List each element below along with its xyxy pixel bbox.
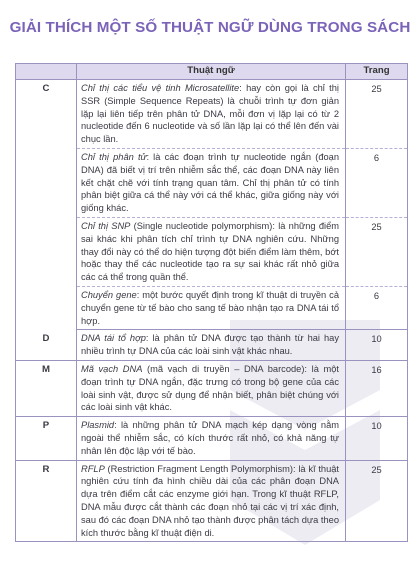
- term-definition: [77, 286, 346, 329]
- term-description: : là những phân tử DNA mạch kép dạng vòng nằm ngoài thể nhiễm sắc, có kích thước rất nhỏ, có khả năng tự nhân lên độc lập với tế bào.: [81, 420, 339, 456]
- group-letter: R: [16, 460, 77, 542]
- table-row: [16, 360, 408, 416]
- group-letter: P: [16, 417, 77, 460]
- term-name: Chỉ thị các tiểu vệ tinh Microsatellite: [81, 83, 240, 93]
- group-letter: D: [16, 330, 77, 361]
- term-description: : một bước quyết định trong kĩ thuật di truyền cả chuyển gene từ tế bào cho sang tế bào nhận tạo ra DNA tái tổ hợp.: [81, 289, 339, 326]
- table-header-row: [16, 64, 408, 80]
- table-row: [16, 330, 408, 361]
- term-definition: [77, 148, 346, 217]
- table-row: [16, 460, 408, 542]
- term-description: (Restriction Fragment Length Polymorphism): là kĩ thuật nghiên cứu tính đa hình chiều dài của các phân đoạn DNA dựa trên điểm cắt các enzyme giới hạn. Trong kĩ thuật RFLP, DNA mẫu được cắt thành các đoạn nhỏ tại các vị trí xác định, sau đó các đoạn DNA nhỏ tạo thành được phân tách dựa theo kích thước bằng kĩ thuật điện di.: [81, 463, 339, 538]
- table-row: [16, 417, 408, 460]
- term-description: : là các đoạn trình tự nucleotide ngắn (đoạn DNA) đã biết vị trí trên nhiễm sắc thể, các đoạn DNA này liên kết chặt chẽ với tính trạng quan tâm. Chỉ thị phân tử có tính phân biệt giữa cá thể này với cá thể khác, giữa giống này với giống khác.: [81, 151, 339, 214]
- group-letter: C: [16, 80, 77, 330]
- header-page: Trang: [346, 64, 408, 80]
- glossary-body: [16, 80, 408, 542]
- table-row: [16, 80, 408, 149]
- term-definition: [77, 417, 346, 460]
- glossary-table: [15, 63, 408, 542]
- term-name: Chỉ thị SNP: [81, 220, 131, 231]
- term-name: Mã vạch DNA: [81, 363, 143, 374]
- term-definition: [77, 360, 346, 416]
- page-number: 6: [346, 148, 408, 217]
- term-name: Plasmid: [81, 420, 115, 431]
- term-name: Chuyển gene: [81, 289, 137, 300]
- term-definition: [77, 80, 346, 149]
- page-number: 10: [346, 417, 408, 460]
- term-description: : hay còn gọi là chỉ thị SSR (Simple Sequence Repeats) là chuỗi trình tự đơn giản lặp lại liên tiếp trên phân tử DNA, mỗi đơn vị lặp lại có từ 2 nucleotide đến 6 nucleotide và số lần lặp lại có thể lên đến vài chục lần.: [81, 83, 339, 145]
- page-number: 6: [346, 286, 408, 329]
- header-term: Thuật ngữ: [77, 64, 346, 80]
- page-number: 25: [346, 217, 408, 286]
- term-name: RFLP: [81, 463, 105, 474]
- term-definition: [77, 460, 346, 542]
- page-number: 25: [346, 460, 408, 542]
- term-description: : là phân tử DNA được tạo thành từ hai hay nhiều trình tự DNA của các loài sinh vật khác nhau.: [81, 333, 339, 357]
- page-title: GIẢI THÍCH MỘT SỐ THUẬT NGỮ DÙNG TRONG SÁCH: [9, 19, 411, 36]
- term-definition: [77, 330, 346, 361]
- term-name: DNA tái tổ hợp: [81, 333, 146, 344]
- header-letter: [16, 64, 77, 80]
- page-number: 10: [346, 330, 408, 361]
- term-description: (Single nucleotide polymorphism): là những điểm sai khác khi phân tích chỉ trình tự DNA nghiên cứu. Những thay đổi này có thể do hiện tượng đột biến điểm làm thêm, bớt hoặc thay thế các nucleotide tạo ra sự sai khác rất nhỏ giữa các cá thể trong quần thể.: [81, 220, 339, 283]
- term-definition: [77, 217, 346, 286]
- term-description: (mã vạch di truyền – DNA barcode): là một đoạn trình tự DNA ngắn, đặc trưng có trong bộ gene của các loài sinh vật, được sử dụng để nhận biết, phân biệt chúng với các loài sinh vật khác.: [81, 363, 339, 413]
- page-number: 25: [346, 80, 408, 149]
- group-letter: M: [16, 360, 77, 416]
- term-name: Chỉ thị phân tử: [81, 151, 147, 162]
- page-number: 16: [346, 360, 408, 416]
